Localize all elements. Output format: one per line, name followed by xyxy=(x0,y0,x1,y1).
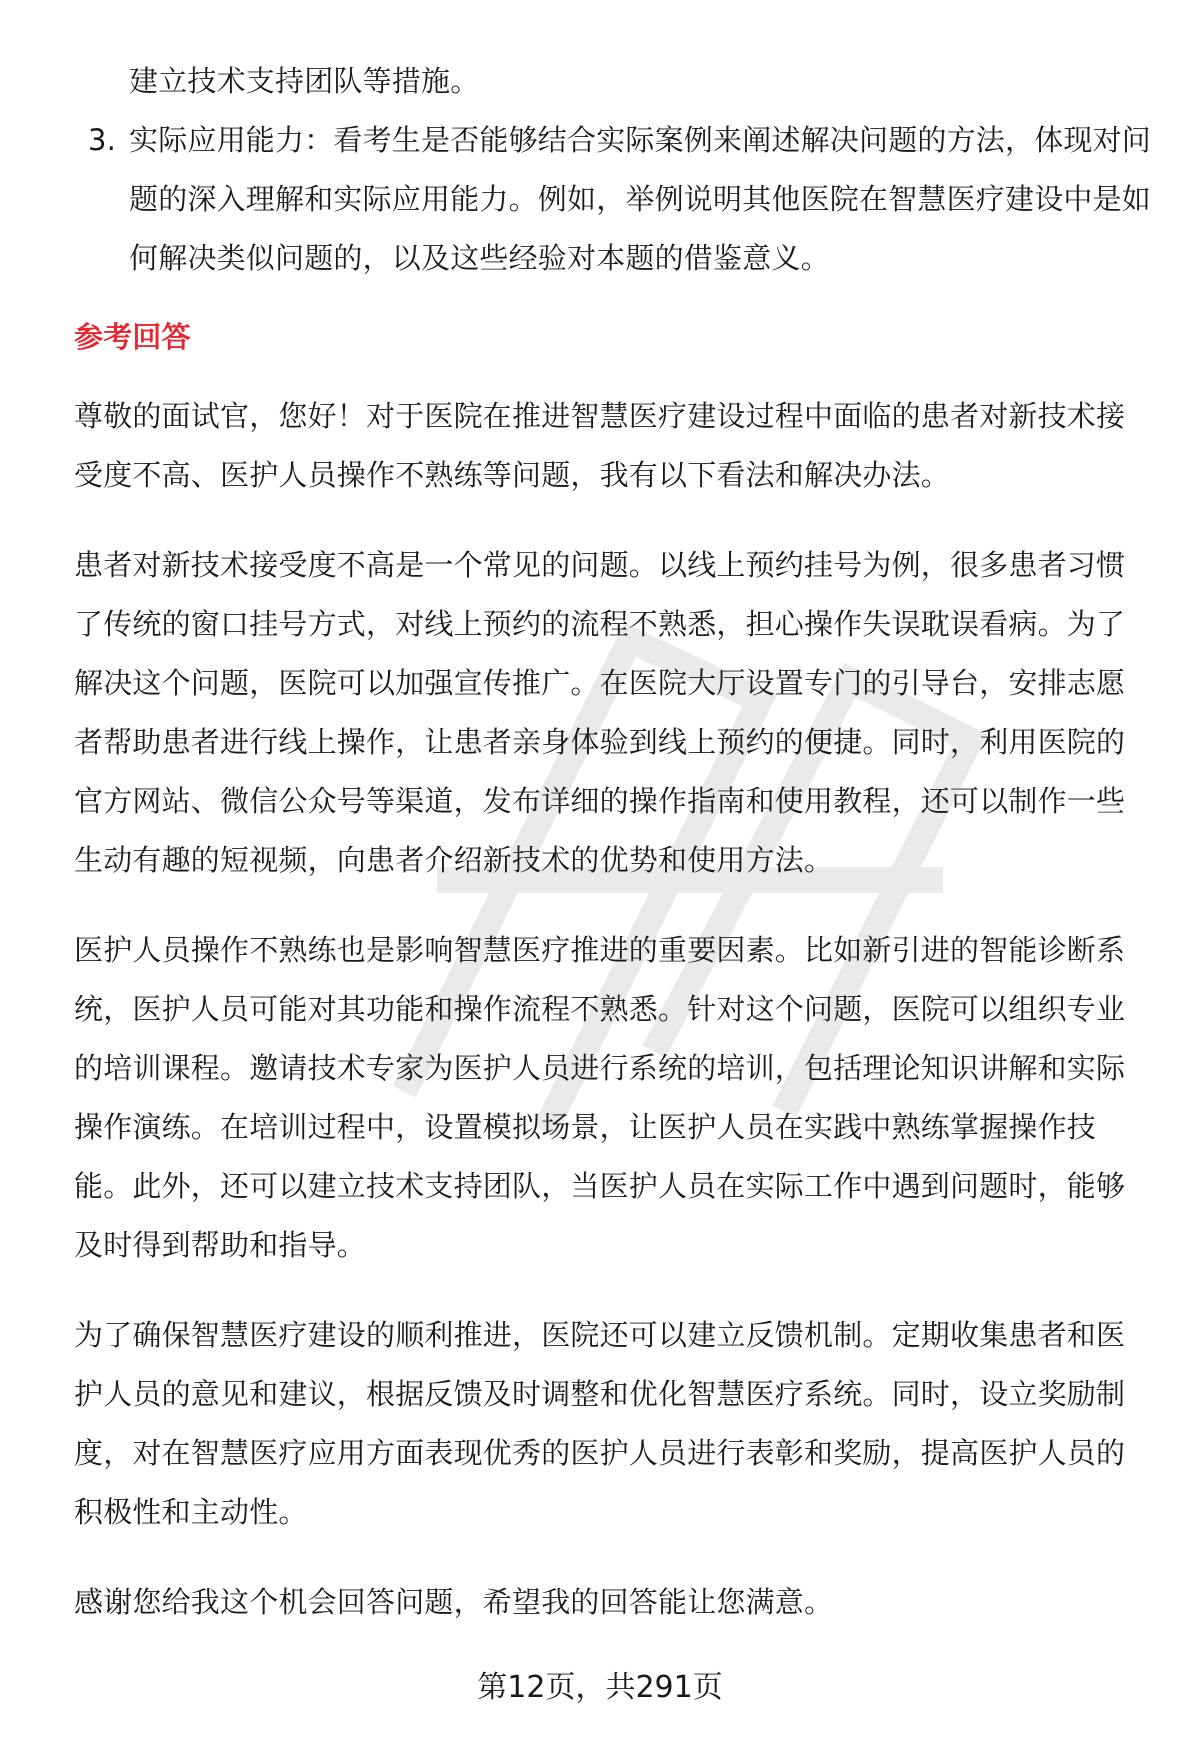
list-item-3 xyxy=(88,111,1154,288)
document-body xyxy=(74,52,1154,1663)
paragraph-staff-training: 医护人员操作不熟练也是影响智慧医疗推进的重要因素。比如新引进的智能诊断系统，医护人员可能对其功能和操作流程不熟悉。针对这个问题，医院可以组织专业的培训课程。邀请技术专家为医护人员进行系统的培训，包括理论知识讲解和实际操作演练。在培训过程中，设置模拟场景，让医护人员在实践中熟练掌握操作技能。此外，还可以建立技术支持团队，当医护人员在实际工作中遇到问题时，能够及时得到帮助和指导。 xyxy=(74,933,1126,1262)
list-item-continuation xyxy=(129,52,1154,111)
list-item-text: 实际应用能力：看考生是否能够结合实际案例来阐述解决问题的方法，体现对问题的深入理解和实际应用能力。例如，举例说明其他医院在智慧医疗建设中是如何解决类似问题的，以及这些经验对本题的借鉴意义。 xyxy=(129,123,1152,275)
page-number: 第12页，共291页 xyxy=(477,1670,723,1705)
paragraph-patient-acceptance: 患者对新技术接受度不高是一个常见的问题。以线上预约挂号为例，很多患者习惯了传统的窗口挂号方式，对线上预约的流程不熟悉，担心操作失误耽误看病。为了解决这个问题，医院可以加强宣传推广。在医院大厅设置专门的引导台，安排志愿者帮助患者进行线上操作，让患者亲身体验到线上预约的便捷。同时，利用医院的官方网站、微信公众号等渠道，发布详细的操作指南和使用教程，还可以制作一些生动有趣的短视频，向患者介绍新技术的优势和使用方法。 xyxy=(74,548,1126,877)
paragraph-closing: 感谢您给我这个机会回答问题，希望我的回答能让您满意。 xyxy=(74,1585,834,1619)
paragraph-feedback-mechanism: 为了确保智慧医疗建设的顺利推进，医院还可以建立反馈机制。定期收集患者和医护人员的意见和建议，根据反馈及时调整和优化智慧医疗系统。同时，设立奖励制度，对在智慧医疗应用方面表现优秀的医护人员进行表彰和奖励，提高医护人员的积极性和主动性。 xyxy=(74,1318,1126,1529)
list-continuation-text: 建立技术支持团队等措施。 xyxy=(129,64,480,98)
section-heading: 参考回答 xyxy=(74,320,191,354)
numbered-list xyxy=(74,52,1154,288)
paragraph-greeting: 尊敬的面试官，您好！对于医院在推进智慧医疗建设过程中面临的患者对新技术接受度不高、医护人员操作不熟练等问题，我有以下看法和解决办法。 xyxy=(74,399,1126,492)
list-number: 3. xyxy=(88,123,117,157)
